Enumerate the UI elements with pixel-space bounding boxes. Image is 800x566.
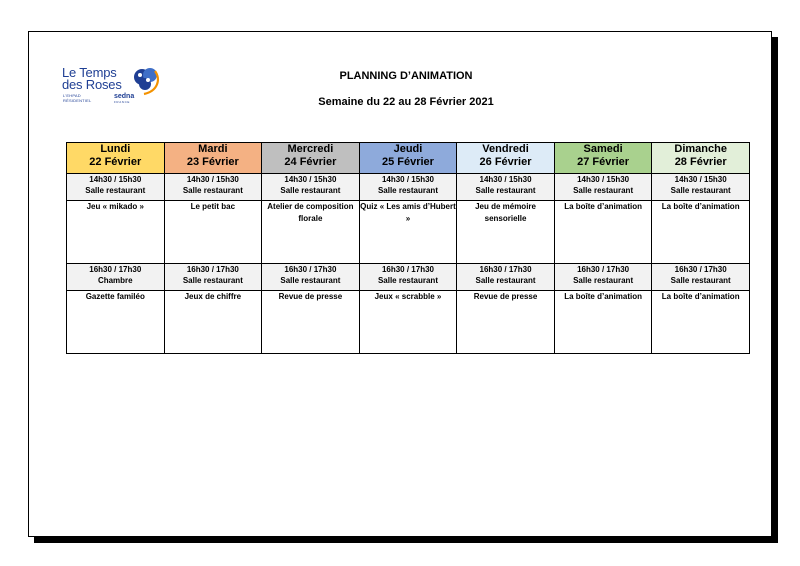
day-date: 25 Février (381, 156, 434, 168)
activity-cell: Jeu de mémoire sensorielle (457, 201, 555, 264)
location: Salle restaurant (573, 186, 634, 195)
time-range: 16h30 / 17h30 (381, 265, 434, 274)
time-cell (554, 174, 652, 201)
logo-sub-2: RÉSIDENTIEL (63, 98, 92, 103)
activity-cell: La boîte d’animation (652, 201, 750, 264)
time-cell (67, 264, 165, 291)
activity-cell: Jeux « scrabble » (359, 291, 457, 354)
location: Salle restaurant (377, 186, 438, 195)
time-range: 14h30 / 15h30 (89, 175, 142, 184)
time-range: 14h30 / 15h30 (381, 175, 434, 184)
day-name: Vendredi (482, 143, 529, 155)
activity-cell: Atelier de composition florale (262, 201, 360, 264)
day-header-lundi (67, 143, 165, 174)
time-range: 16h30 / 17h30 (577, 265, 630, 274)
time-range: 16h30 / 17h30 (89, 265, 142, 274)
activity-cell: La boîte d’animation (554, 201, 652, 264)
day-date: 27 Février (577, 156, 630, 168)
day-header-row (67, 143, 750, 174)
day-name: Mardi (198, 143, 228, 155)
location: Salle restaurant (85, 186, 146, 195)
location: Salle restaurant (182, 276, 243, 285)
location: Salle restaurant (377, 276, 438, 285)
location: Chambre (97, 276, 133, 285)
activity-cell: Quiz « Les amis d’Hubert » (359, 201, 457, 264)
day-date: 22 Février (89, 156, 142, 168)
day-name: Mercredi (287, 143, 334, 155)
activity-cell: La boîte d’animation (554, 291, 652, 354)
time-cell (457, 174, 555, 201)
day-date: 24 Février (284, 156, 337, 168)
slot2-activity-row (67, 291, 750, 354)
slot2-time-row (67, 264, 750, 291)
page-title: PLANNING D’ANIMATION (339, 70, 473, 82)
time-cell (262, 264, 360, 291)
logo-sub-1: L'EHPAD (63, 93, 81, 98)
day-name: Dimanche (674, 143, 727, 155)
time-cell (457, 264, 555, 291)
logo-line-1: Le Temps (62, 65, 117, 80)
logo-brand: sedna (114, 93, 135, 100)
time-cell (359, 264, 457, 291)
time-range: 16h30 / 17h30 (674, 265, 727, 274)
document-page (28, 31, 772, 537)
location: Salle restaurant (280, 186, 341, 195)
time-range: 14h30 / 15h30 (284, 175, 337, 184)
slot1-activity-row (67, 201, 750, 264)
time-cell (652, 174, 750, 201)
schedule-table (66, 142, 750, 354)
activity-cell: Revue de presse (457, 291, 555, 354)
activity-cell: Jeux de chiffre (164, 291, 262, 354)
activity-cell: Revue de presse (262, 291, 360, 354)
activity-cell: Le petit bac (164, 201, 262, 264)
location: Salle restaurant (573, 276, 634, 285)
time-cell (262, 174, 360, 201)
day-header-mercredi (262, 143, 360, 174)
time-range: 16h30 / 17h30 (284, 265, 337, 274)
day-date: 23 Février (186, 156, 239, 168)
slot1-time-row (67, 174, 750, 201)
time-cell (359, 174, 457, 201)
day-date: 26 Février (479, 156, 532, 168)
time-range: 14h30 / 15h30 (674, 175, 727, 184)
time-range: 14h30 / 15h30 (479, 175, 532, 184)
time-range: 14h30 / 15h30 (186, 175, 239, 184)
location: Salle restaurant (475, 186, 536, 195)
day-header-dimanche (652, 143, 750, 174)
time-cell (164, 174, 262, 201)
logo-line-2: des Roses (62, 77, 122, 92)
activity-cell: Jeu « mikado » (67, 201, 165, 264)
time-cell (164, 264, 262, 291)
day-name: Samedi (583, 143, 623, 155)
logo-brand-sub: FRANCE (114, 100, 130, 104)
time-cell (67, 174, 165, 201)
day-date: 28 Février (674, 156, 727, 168)
activity-cell: Gazette familéo (67, 291, 165, 354)
day-header-jeudi (359, 143, 457, 174)
day-header-samedi (554, 143, 652, 174)
location: Salle restaurant (475, 276, 536, 285)
time-range: 16h30 / 17h30 (186, 265, 239, 274)
location: Salle restaurant (670, 186, 731, 195)
location: Salle restaurant (182, 186, 243, 195)
day-header-mardi (164, 143, 262, 174)
time-cell (652, 264, 750, 291)
time-range: 14h30 / 15h30 (577, 175, 630, 184)
page-subtitle: Semaine du 22 au 28 Février 2021 (318, 96, 494, 108)
time-cell (554, 264, 652, 291)
location: Salle restaurant (670, 276, 731, 285)
day-header-vendredi (457, 143, 555, 174)
day-name: Jeudi (393, 143, 423, 155)
location: Salle restaurant (280, 276, 341, 285)
time-range: 16h30 / 17h30 (479, 265, 532, 274)
activity-cell: La boîte d’animation (652, 291, 750, 354)
day-name: Lundi (100, 143, 131, 155)
